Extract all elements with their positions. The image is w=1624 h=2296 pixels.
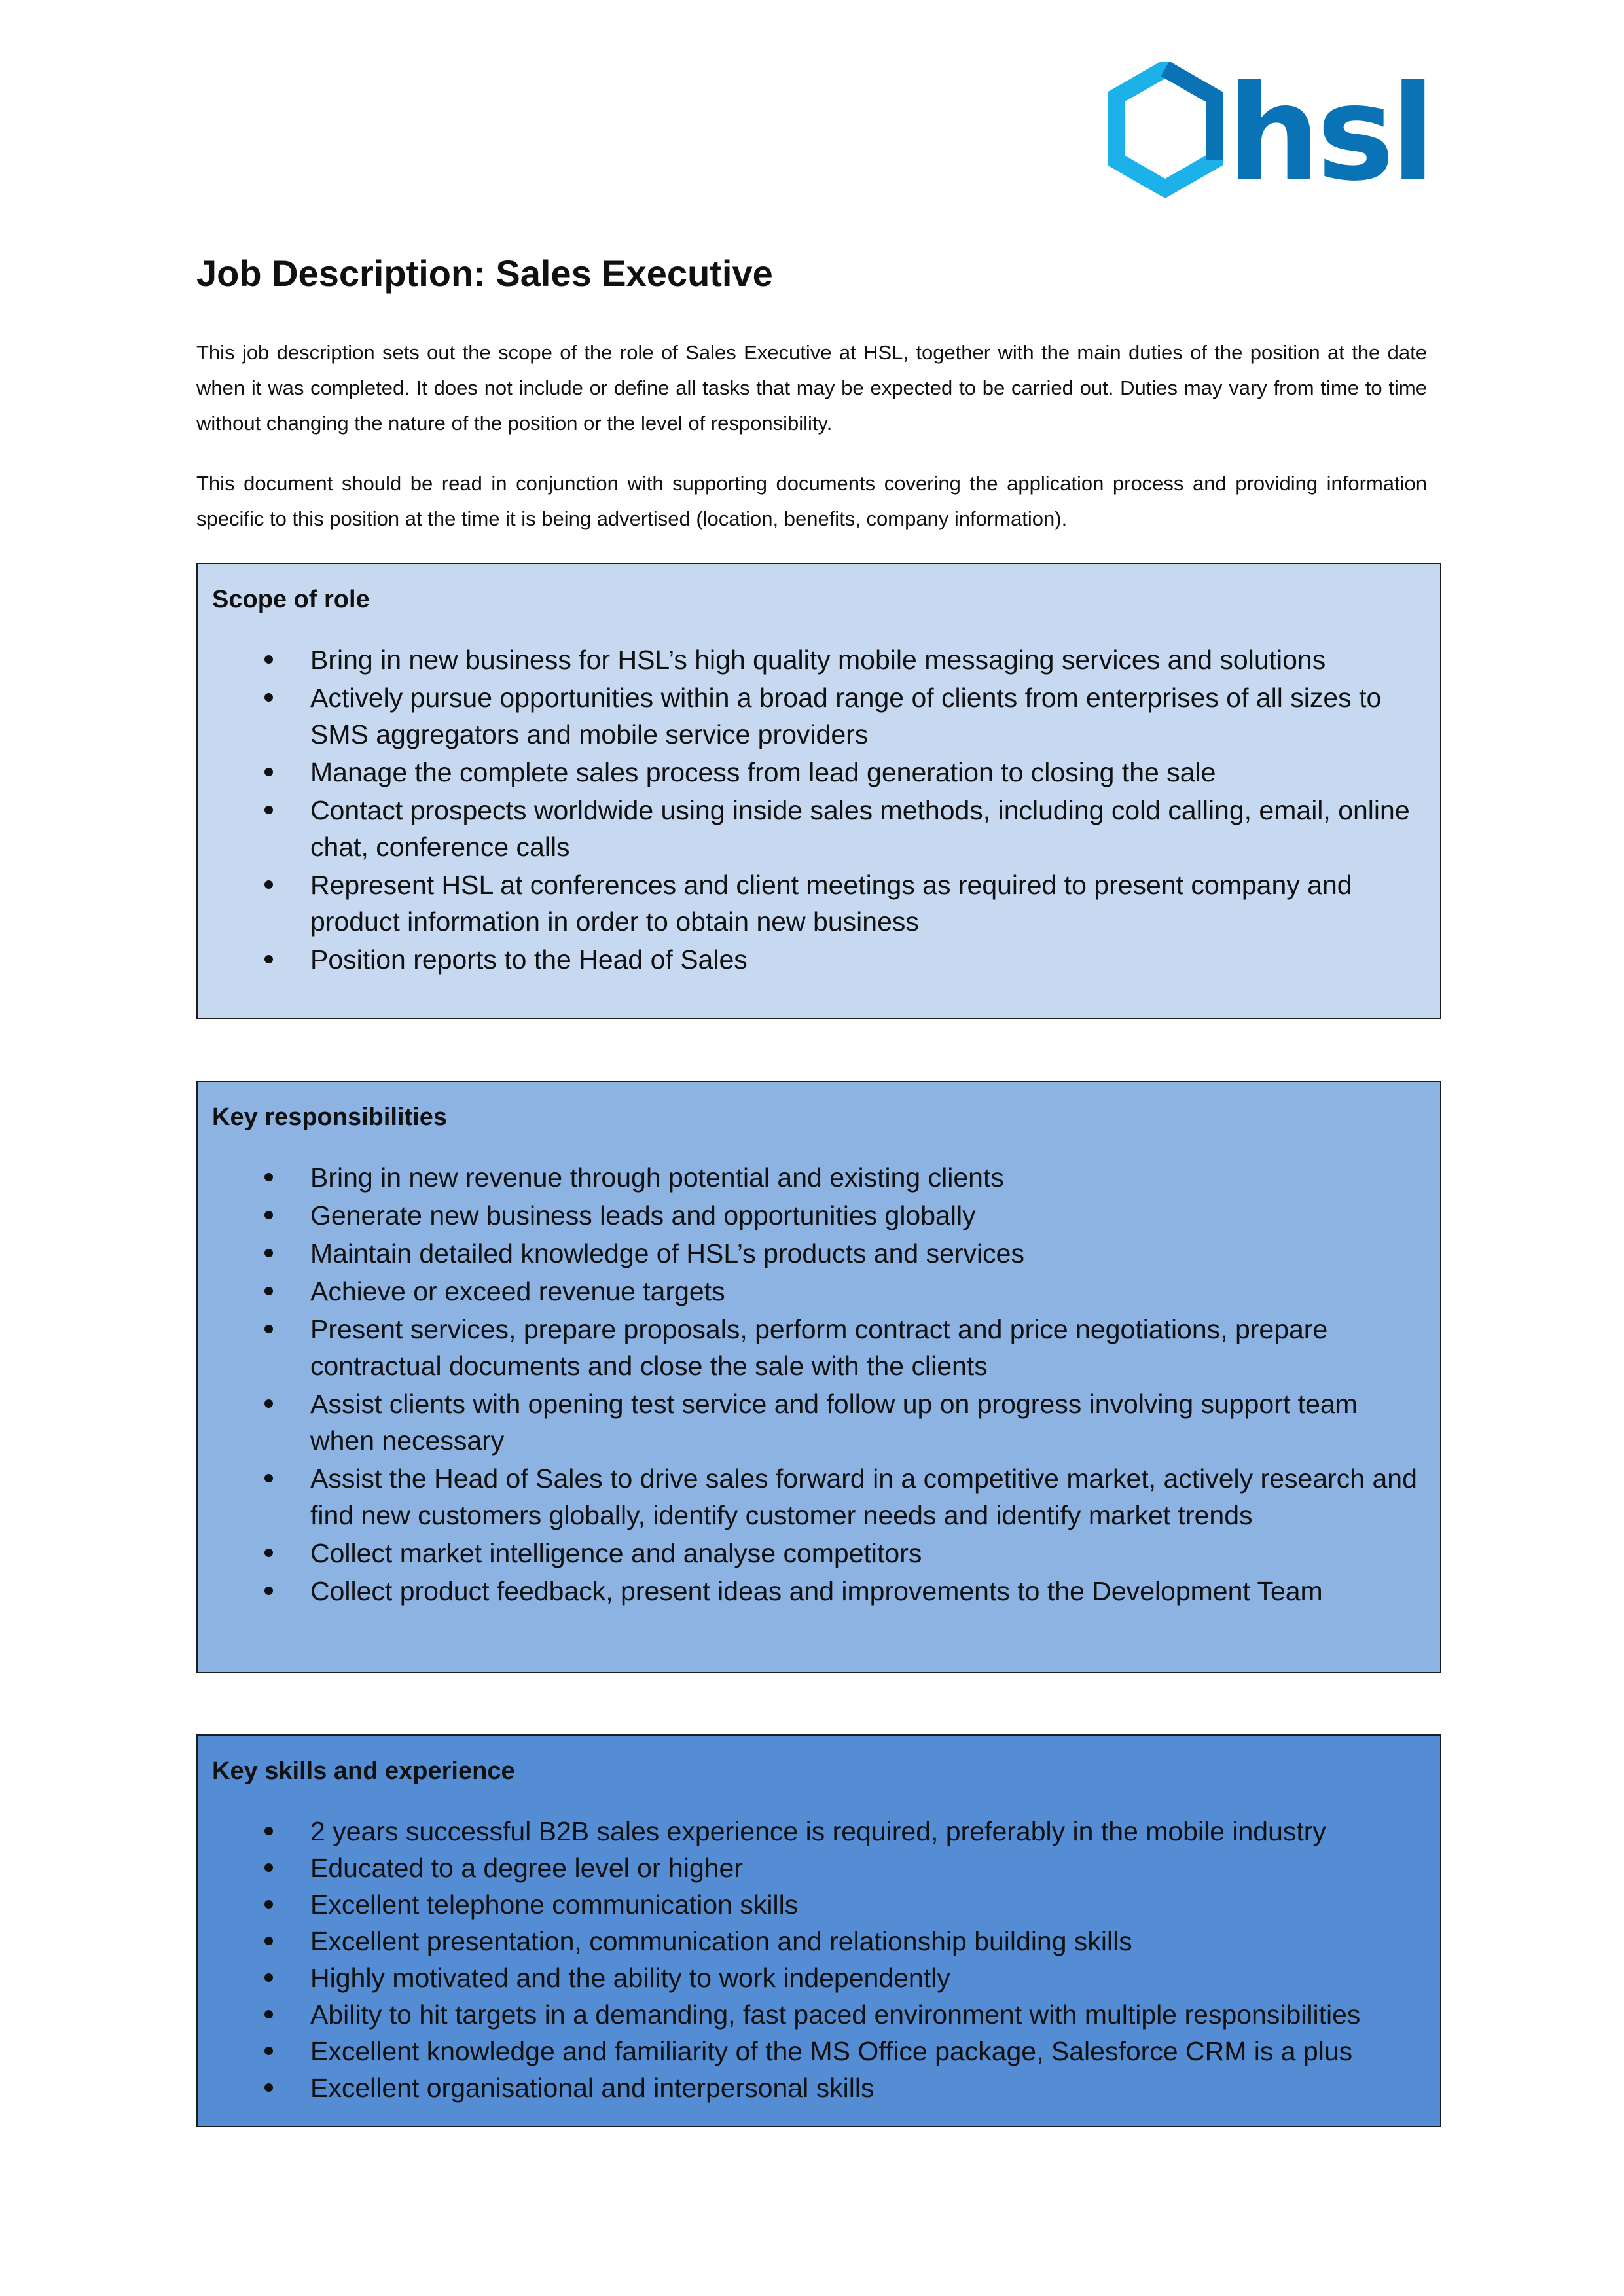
bullet-icon	[264, 1587, 273, 1595]
list-item: Manage the complete sales process from lead generation to closing the sale	[212, 754, 1424, 791]
responsibilities-list	[212, 1159, 1424, 1609]
bullet-icon	[264, 806, 273, 814]
bullet-icon	[264, 1937, 273, 1945]
scope-of-role-section	[196, 563, 1441, 1019]
scope-list	[212, 641, 1424, 978]
bullet-icon	[264, 655, 273, 664]
list-item: Present services, prepare proposals, perform contract and price negotiations, prepare contractual documents and close the sale with the clients	[212, 1311, 1424, 1384]
list-item: Position reports to the Head of Sales	[212, 941, 1424, 978]
list-item: 2 years successful B2B sales experience is required, preferably in the mobile industry	[212, 1813, 1424, 1850]
bullet-icon	[264, 1973, 273, 1982]
bullet-icon	[264, 1211, 273, 1219]
bullet-icon	[264, 2083, 273, 2092]
list-item: Assist clients with opening test service and follow up on progress involving support team when necessary	[212, 1386, 1424, 1459]
list-item: Excellent telephone communication skills	[212, 1886, 1424, 1923]
bullet-icon	[264, 1249, 273, 1257]
list-item: Achieve or exceed revenue targets	[212, 1273, 1424, 1310]
bullet-icon	[264, 880, 273, 889]
bullet-icon	[264, 2010, 273, 2018]
intro-paragraph-1: This job description sets out the scope of the role of Sales Executive at HSL, together with the main duties of the position at the date when it was completed. It does not include or define all tasks that may be expected to be carried out. Duties may vary from time to time without changing the nature of the position or the level of responsibility.	[196, 341, 1427, 435]
list-item: Collect market intelligence and analyse competitors	[212, 1535, 1424, 1571]
list-item: Bring in new revenue through potential and existing clients	[212, 1159, 1424, 1196]
list-item: Actively pursue opportunities within a broad range of clients from enterprises of all sizes to SMS aggregators and mobile service providers	[212, 679, 1424, 753]
bullet-icon	[264, 1827, 273, 1835]
list-item: Assist the Head of Sales to drive sales forward in a competitive market, actively research and find new customers globally, identify customer needs and identify market trends	[212, 1460, 1424, 1534]
list-item: Represent HSL at conferences and client meetings as required to present company and product information in order to obtain new business	[212, 867, 1424, 940]
bullet-icon	[264, 1287, 273, 1295]
page-title: Job Description: Sales Executive	[196, 253, 773, 294]
intro	[196, 335, 1427, 562]
bullet-icon	[264, 2047, 273, 2055]
bullet-icon	[264, 693, 273, 702]
list-item: Contact prospects worldwide using inside sales methods, including cold calling, email, online chat, conference calls	[212, 792, 1424, 865]
section-heading: Key responsibilities	[212, 1103, 448, 1131]
logo-wordmark: hsl	[1227, 62, 1432, 206]
list-item: Maintain detailed knowledge of HSL’s products and services	[212, 1235, 1424, 1272]
bullet-icon	[264, 768, 273, 776]
list-item: Collect product feedback, present ideas and improvements to the Development Team	[212, 1573, 1424, 1609]
list-item: Generate new business leads and opportunities globally	[212, 1197, 1424, 1234]
list-item: Highly motivated and the ability to work independently	[212, 1960, 1424, 1996]
bullet-icon	[264, 955, 273, 963]
bullet-icon	[264, 1399, 273, 1408]
hsl-logo	[1093, 62, 1447, 206]
bullet-icon	[264, 1549, 273, 1557]
bullet-icon	[264, 1325, 273, 1333]
list-item: Bring in new business for HSL’s high quality mobile messaging services and solutions	[212, 641, 1424, 678]
intro-paragraph-2: This document should be read in conjunction with supporting documents covering the application process and providing information specific to this position at the time it is being advertised (location, benefits, company information).	[196, 472, 1427, 530]
bullet-icon	[264, 1474, 273, 1482]
key-responsibilities-section	[196, 1081, 1441, 1673]
section-heading: Scope of role	[212, 586, 370, 613]
bullet-icon	[264, 1900, 273, 1909]
list-item: Ability to hit targets in a demanding, fast paced environment with multiple responsibilities	[212, 1996, 1424, 2033]
list-item: Educated to a degree level or higher	[212, 1850, 1424, 1886]
bullet-icon	[264, 1863, 273, 1872]
section-heading: Key skills and experience	[212, 1757, 515, 1785]
list-item: Excellent organisational and interpersonal skills	[212, 2070, 1424, 2106]
skills-list	[212, 1813, 1424, 2106]
bullet-icon	[264, 1173, 273, 1181]
key-skills-section	[196, 1734, 1441, 2127]
list-item: Excellent presentation, communication and relationship building skills	[212, 1923, 1424, 1960]
list-item: Excellent knowledge and familiarity of the MS Office package, Salesforce CRM is a plus	[212, 2033, 1424, 2070]
